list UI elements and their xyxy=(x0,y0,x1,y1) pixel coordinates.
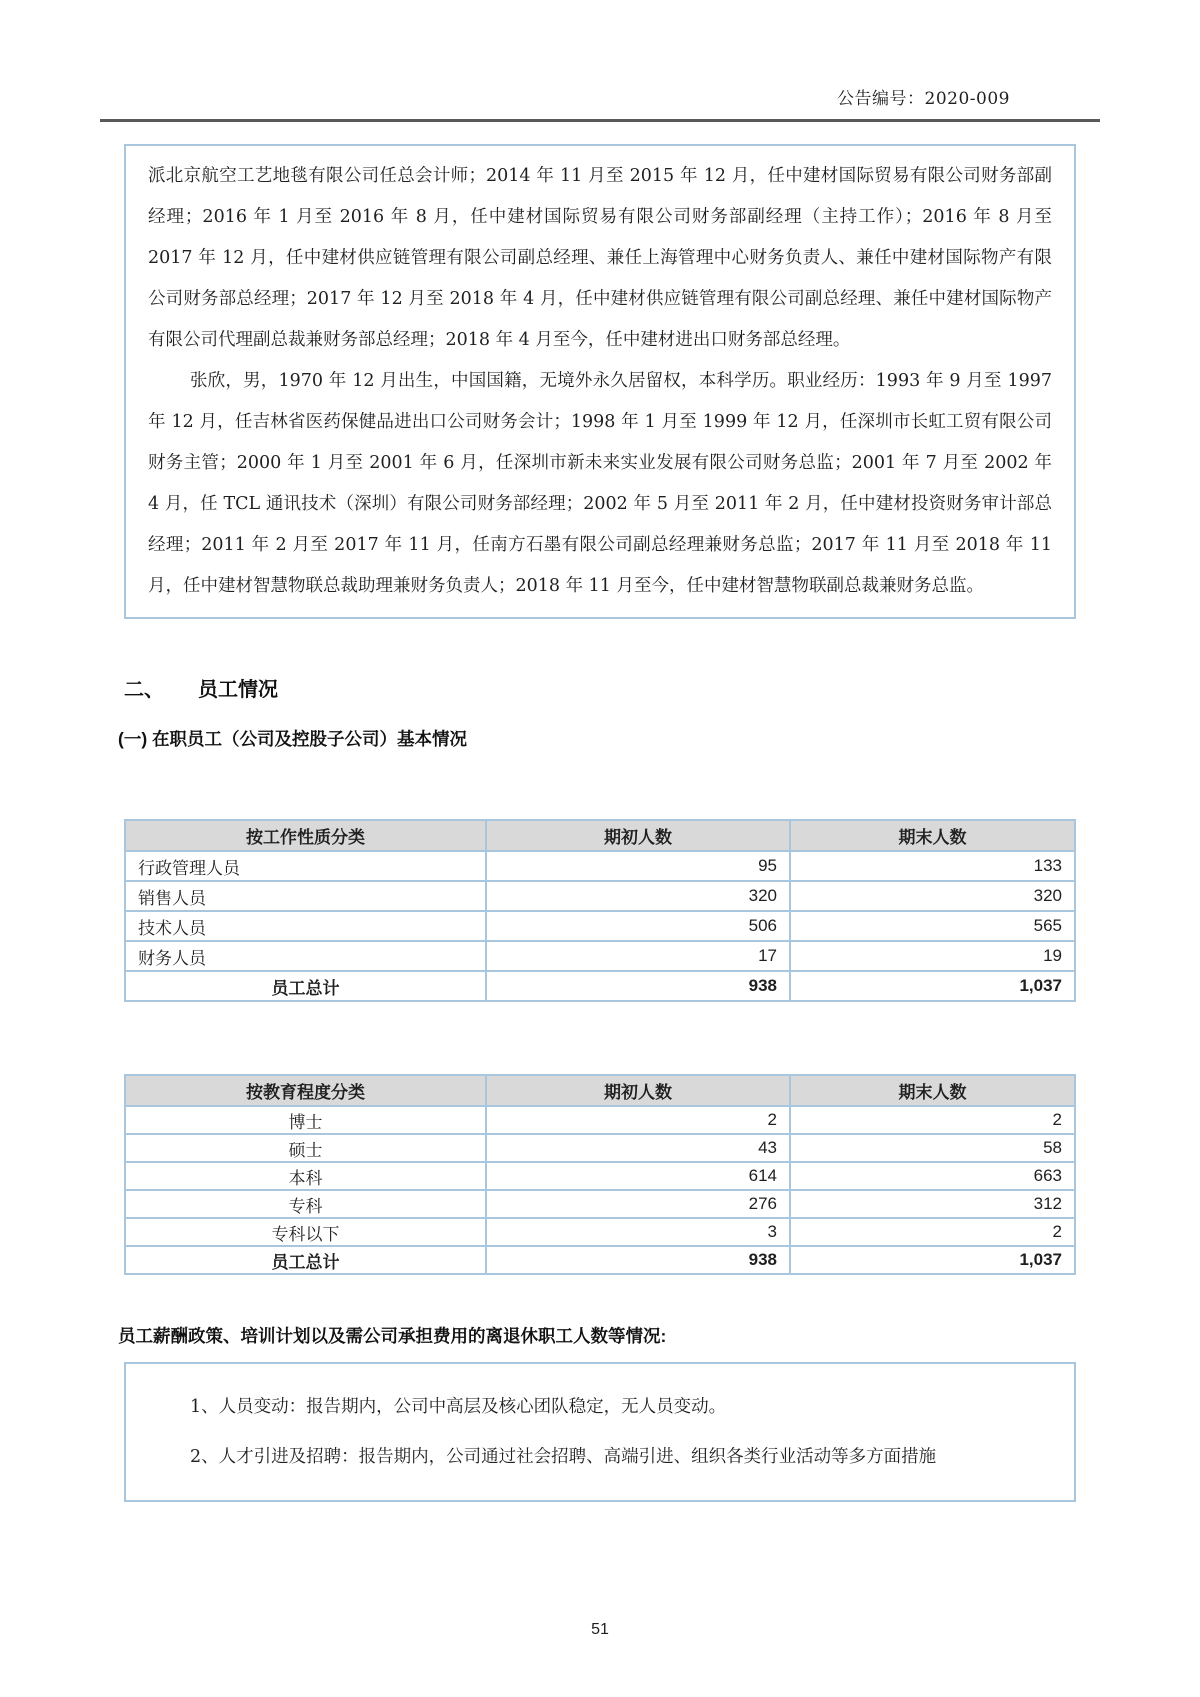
policy-item-1: 1、人员变动：报告期内，公司中高层及核心团队稳定，无人员变动。 xyxy=(190,1397,727,1417)
table-cell: 销售人员 xyxy=(125,881,486,911)
table-cell: 58 xyxy=(790,1134,1075,1162)
table-cell: 17 xyxy=(486,941,790,971)
table-row xyxy=(125,1190,1075,1218)
table-total-row xyxy=(125,971,1075,1001)
page-number: 51 xyxy=(591,1621,609,1638)
table-cell: 320 xyxy=(486,881,790,911)
table-header-row xyxy=(125,1075,1075,1106)
table-cell: 专科以下 xyxy=(125,1218,486,1246)
table-header-cell: 期末人数 xyxy=(790,1075,1075,1106)
table-cell: 276 xyxy=(486,1190,790,1218)
header-rule xyxy=(100,119,1100,122)
table-cell: 19 xyxy=(790,941,1075,971)
employee-table-by-job xyxy=(124,819,1076,1002)
table-cell: 506 xyxy=(486,911,790,941)
table-row xyxy=(125,1134,1075,1162)
table-cell: 财务人员 xyxy=(125,941,486,971)
table-row xyxy=(125,1106,1075,1134)
table-cell: 565 xyxy=(790,911,1075,941)
announcement-number: 公告编号：2020-009 xyxy=(837,89,1010,109)
table-cell: 技术人员 xyxy=(125,911,486,941)
table-cell: 2 xyxy=(486,1106,790,1134)
table-total-cell: 1,037 xyxy=(790,1246,1075,1274)
table-cell: 3 xyxy=(486,1218,790,1246)
table-cell: 2 xyxy=(790,1218,1075,1246)
table-row xyxy=(125,881,1075,911)
table-row xyxy=(125,941,1075,971)
section-number: 二、 xyxy=(124,679,164,701)
policy-box xyxy=(124,1362,1076,1502)
table-total-cell: 938 xyxy=(486,971,790,1001)
section-heading xyxy=(124,673,1200,702)
bio-paragraph-2: 张欣，男，1970 年 12 月出生，中国国籍，无境外永久居留权，本科学历。职业经历：1993 年 9 月至 1997 年 12 月，任吉林省医药保健品进出口公司财务会计；1998 年 1 月至 1999 年 12 月，任深圳市长虹工贸有限公司财务主管；2000 年 1 月至 2001 年 6 月，任深圳市新未来实业发展有限公司财务总监；2001 年 7 月至 2002 年 4 月，任 TCL 通讯技术（深圳）有限公司财务部经理；2002 年 5 月至 2011 年 2 月，任中建材投资财务审计部总经理；2011 年 2 月至 2017 年 11 月，任南方石墨有限公司副总经理兼财务总监；2017 年 11 月至 2018 年 11 月，任中建材智慧物联总裁助理兼财务负责人；2018 年 11 月至今，任中建材智慧物联副总裁兼财务总监。 xyxy=(148,371,1052,596)
table-cell: 614 xyxy=(486,1162,790,1190)
table-header-cell: 按教育程度分类 xyxy=(125,1075,486,1106)
table-row xyxy=(125,851,1075,881)
table-header-cell: 按工作性质分类 xyxy=(125,820,486,851)
table-cell: 663 xyxy=(790,1162,1075,1190)
table-total-label: 员工总计 xyxy=(125,1246,486,1274)
table-total-label: 员工总计 xyxy=(125,971,486,1001)
table-cell: 博士 xyxy=(125,1106,486,1134)
table-row xyxy=(125,1218,1075,1246)
table-header-cell: 期初人数 xyxy=(486,1075,790,1106)
table-cell: 硕士 xyxy=(125,1134,486,1162)
table-cell: 320 xyxy=(790,881,1075,911)
table-header-cell: 期初人数 xyxy=(486,820,790,851)
table-cell: 95 xyxy=(486,851,790,881)
section-title: 员工情况 xyxy=(198,679,278,701)
policy-heading: 员工薪酬政策、培训计划以及需公司承担费用的离退休职工人数等情况: xyxy=(118,1326,667,1346)
table-cell: 专科 xyxy=(125,1190,486,1218)
table-cell: 2 xyxy=(790,1106,1075,1134)
table-cell: 本科 xyxy=(125,1162,486,1190)
bio-box xyxy=(124,144,1076,619)
bio-paragraph-1: 派北京航空工艺地毯有限公司任总会计师；2014 年 11 月至 2015 年 12 月，任中建材国际贸易有限公司财务部副经理；2016 年 1 月至 2016 年 8 月，任中建材国际贸易有限公司财务部副经理（主持工作）；2016 年 8 月至 2017 年 12 月，任中建材供应链管理有限公司副总经理、兼任上海管理中心财务负责人、兼任中建材国际物产有限公司财务部总经理；2017 年 12 月至 2018 年 4 月，任中建材供应链管理有限公司副总经理、兼任中建材国际物产有限公司代理副总裁兼财务部总经理；2018 年 4 月至今，任中建材进出口财务部总经理。 xyxy=(148,166,1052,350)
table-cell: 133 xyxy=(790,851,1075,881)
table-header-row xyxy=(125,820,1075,851)
policy-item-2: 2、人才引进及招聘：报告期内，公司通过社会招聘、高端引进、组织各类行业活动等多方面措施 xyxy=(190,1447,937,1467)
table-total-cell: 938 xyxy=(486,1246,790,1274)
table-total-row xyxy=(125,1246,1075,1274)
table-total-cell: 1,037 xyxy=(790,971,1075,1001)
table-cell: 312 xyxy=(790,1190,1075,1218)
table-row xyxy=(125,1162,1075,1190)
table-row xyxy=(125,911,1075,941)
table-cell: 行政管理人员 xyxy=(125,851,486,881)
table-header-cell: 期末人数 xyxy=(790,820,1075,851)
table-cell: 43 xyxy=(486,1134,790,1162)
employee-table-by-education xyxy=(124,1074,1076,1275)
subsection-heading: (一) 在职员工（公司及控股子公司）基本情况 xyxy=(118,729,468,749)
